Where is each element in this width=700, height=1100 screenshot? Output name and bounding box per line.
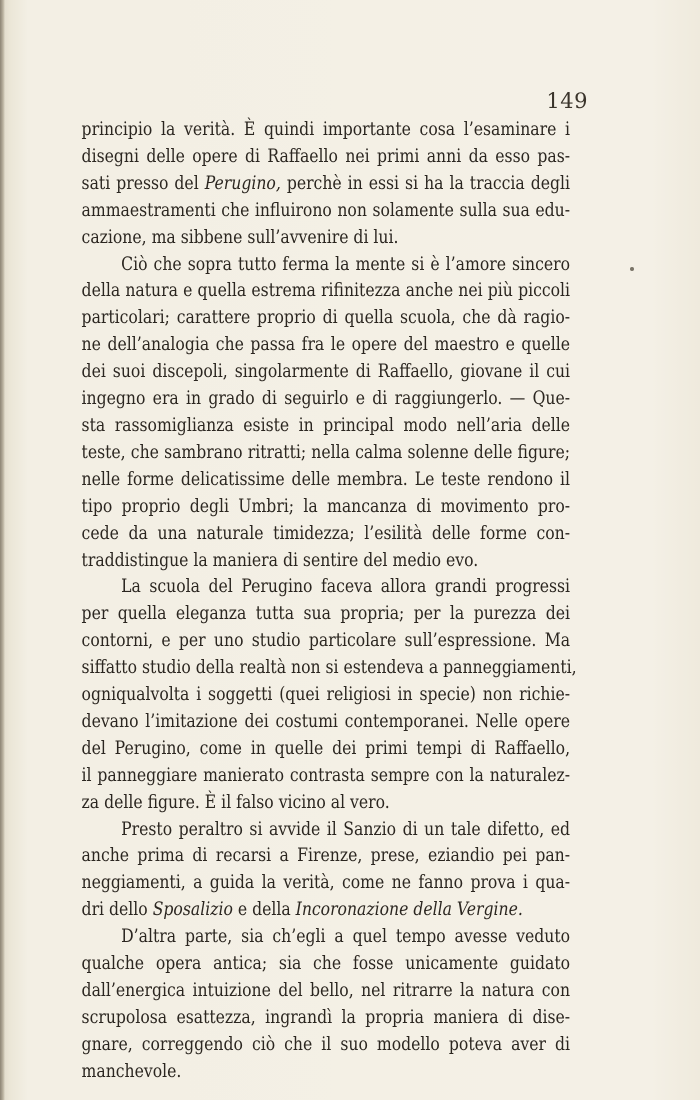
text-line: principio la verità. È quindi importante cosa l’esaminare i <box>81 119 571 140</box>
text-line: ne dell’analogia che passa fra le opere del maestro e quelle <box>81 334 571 356</box>
text-line: za delle figure. È il falso vicino al vero. <box>81 791 390 813</box>
text-line: cazione, ma sibbene sull’avvenire di lui. <box>81 226 399 248</box>
text-line: particolari; carattere proprio di quella scuola, che dà ragio- <box>81 307 571 329</box>
text-line: anche prima di recarsi a Firenze, prese, eziandio pei pan- <box>81 845 571 867</box>
text-line: qualche opera antica; sia che fosse unicamente guidato <box>81 953 571 975</box>
text-line: gnare, correggendo ciò che il suo modello poteva aver di <box>81 1033 571 1055</box>
text-line: contorni, e per uno studio particolare sull’espressione. Ma <box>81 630 571 652</box>
text-line: Presto peraltro si avvide il Sanzio di un tale difetto, ed <box>121 818 571 840</box>
text-line: ammaestramenti che influirono non solamente sulla sua edu- <box>81 199 571 221</box>
text-line: tipo proprio degli Umbri; la mancanza di movimento pro- <box>81 495 571 517</box>
body-text <box>42 117 577 1086</box>
paragraph <box>42 574 577 816</box>
text-line: Ciò che sopra tutto ferma la mente si è l’amore sincero <box>121 253 571 275</box>
paper-speck <box>630 267 634 271</box>
text-line: traddistingue la maniera di sentire del medio evo. <box>81 549 479 571</box>
page-spine-edge <box>0 0 5 1100</box>
text-line: della natura e quella estrema rifinitezza anche nei più piccoli <box>81 280 571 302</box>
text-line: ogniqualvolta i soggetti (quei religiosi in specie) non richie- <box>81 684 571 706</box>
text-line: dri dello Sposalizio e della Incoronazione della Vergine. <box>81 899 523 921</box>
text-line: sta rassomiglianza esiste in principal modo nell’aria delle <box>81 414 571 436</box>
text-line: cede da una naturale timidezza; l’esilità delle forme con- <box>81 522 571 544</box>
text-line: per quella eleganza tutta sua propria; per la purezza dei <box>81 603 571 625</box>
text-line: il panneggiare manierato contrasta sempre con la naturalez- <box>81 764 571 786</box>
text-line: D’altra parte, sia ch’egli a quel tempo avesse veduto <box>121 926 571 948</box>
paragraph <box>42 117 570 252</box>
text-line: manchevole. <box>81 1060 182 1082</box>
text-line: nelle forme delicatissime delle membra. Le teste rendono il <box>81 468 571 490</box>
paragraph <box>42 252 570 575</box>
text-line: La scuola del Perugino faceva allora grandi progressi <box>121 576 571 598</box>
page-number: 149 <box>546 89 588 113</box>
text-line: devano l’imitazione dei costumi contemporanei. Nelle opere <box>81 710 571 732</box>
paragraph <box>42 817 570 925</box>
paragraph <box>42 924 570 1085</box>
text-line: del Perugino, come in quelle dei primi tempi di Raffaello, <box>81 737 571 759</box>
text-line: sati presso del Perugino, perchè in essi si ha la traccia degli <box>81 172 571 194</box>
text-line: teste, che sambrano ritratti; nella calma solenne delle figure; <box>81 441 571 463</box>
text-line: scrupolosa esattezza, ingrandì la propria maniera di dise- <box>81 1006 571 1028</box>
text-line: ingegno era in grado di seguirlo e di raggiungerlo. — Que- <box>81 388 571 410</box>
text-line: siffatto studio della realtà non si estendeva a panneggiamenti, <box>81 657 577 679</box>
text-line: dall’energica intuizione del bello, nel ritrarre la natura con <box>81 980 571 1001</box>
text-line: disegni delle opere di Raffaello nei primi anni da esso pas- <box>81 145 571 167</box>
text-line: neggiamenti, a guida la verità, come ne fanno prova i qua- <box>81 872 571 894</box>
text-line: dei suoi discepoli, singolarmente di Raffaello, giovane il cui <box>81 361 571 383</box>
